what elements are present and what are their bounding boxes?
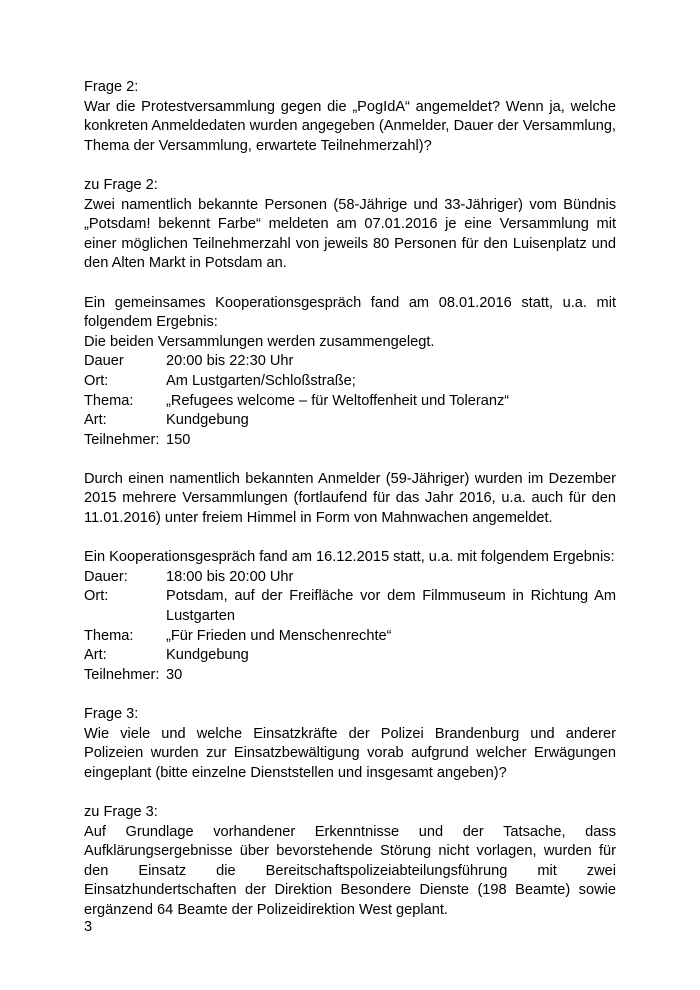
assembly-details-1 — [84, 352, 616, 450]
answer-2-paragraph: Ein Kooperationsgespräch fand am 16.12.2015 statt, u.a. mit folgendem Ergebnis: — [84, 549, 615, 566]
detail-value: Kundgebung — [166, 412, 249, 429]
answer-2-paragraph: Durch einen namentlich bekannten Anmelder (59-Jähriger) wurden im Dezember 2015 mehrere Versammlungen (fortlaufend für das Jahr 2016, u.a. auch für den 11.01.2016) unter freiem Himmel in Form von Mahnwachen angemeldet. — [84, 470, 616, 527]
detail-value: Am Lustgarten/Schloßstraße; — [166, 372, 356, 389]
detail-row — [84, 627, 616, 647]
question-3-heading: Frage 3: — [84, 706, 139, 722]
question-2-text: War die Protestversammlung gegen die „PogIdA“ angemeldet? Wenn ja, welche konkreten Anmeldedaten wurden angegeben (Anmelder, Dauer der Versammlung, Thema der Versammlung, erwartete Teilnehmerzahl)? — [84, 98, 616, 154]
detail-value: 30 — [166, 666, 183, 683]
detail-label: Dauer: — [84, 568, 128, 585]
answer-3-heading: zu Frage 3: — [84, 803, 158, 820]
detail-label: Art: — [84, 647, 107, 664]
detail-row — [84, 431, 616, 451]
detail-row — [84, 568, 616, 588]
document-page — [84, 78, 616, 921]
detail-row — [84, 666, 616, 686]
detail-value: 150 — [166, 431, 191, 448]
answer-2-paragraph: Ein gemeinsames Kooperationsgespräch fand am 08.01.2016 statt, u.a. mit folgendem Ergebnis: — [84, 294, 616, 331]
answer-2-paragraph: Die beiden Versammlungen werden zusammengelegt. — [84, 333, 435, 350]
question-2-heading: Frage 2: — [84, 79, 139, 95]
detail-label: Ort: — [84, 588, 109, 605]
question-3-text: Wie viele und welche Einsatzkräfte der Polizei Brandenburg und anderer Polizeien wurden zur Einsatzbewältigung vorab aufgrund welcher Erwägungen eingeplant (bitte einzelne Dienststellen und insgesamt angeben)? — [84, 725, 616, 781]
answer-2-paragraph: Zwei namentlich bekannte Personen (58-Jährige und 33-Jähriger) vom Bündnis „Potsdam! bekennt Farbe“ meldeten am 07.01.2016 je eine Versammlung mit einer möglichen Teilnehmerzahl von jeweils 80 Personen für den Luisenplatz und den Alten Markt in Potsdam an. — [84, 196, 616, 272]
detail-label: Dauer — [84, 353, 124, 370]
detail-row — [84, 392, 616, 412]
detail-label: Thema: — [84, 627, 134, 644]
detail-label: Thema: — [84, 392, 134, 409]
detail-row — [84, 352, 616, 372]
answer-2-heading: zu Frage 2: — [84, 176, 158, 193]
assembly-details-2 — [84, 568, 616, 686]
detail-value: Kundgebung — [166, 647, 249, 664]
detail-value: „Für Frieden und Menschenrechte“ — [166, 627, 392, 644]
detail-value: Potsdam, auf der Freifläche vor dem Filmmuseum in Richtung Am Lustgarten — [166, 588, 616, 625]
detail-row — [84, 587, 616, 626]
detail-label: Ort: — [84, 372, 109, 389]
detail-label: Teilnehmer: — [84, 431, 160, 448]
detail-value: 18:00 bis 20:00 Uhr — [166, 568, 294, 585]
page-number: 3 — [84, 919, 93, 935]
detail-label: Art: — [84, 412, 107, 429]
detail-row — [84, 646, 616, 666]
detail-value: „Refugees welcome – für Weltoffenheit und Toleranz“ — [166, 392, 510, 409]
detail-value: 20:00 bis 22:30 Uhr — [166, 353, 294, 370]
detail-label: Teilnehmer: — [84, 666, 160, 683]
detail-row — [84, 372, 616, 392]
answer-3-text: Auf Grundlage vorhandener Erkenntnisse und der Tatsache, dass Aufklärungsergebnisse über bevorstehende Störung nicht vorlagen, wurden für den Einsatz die Bereitschaftspolizeiabteilungsführung mit zwei Einsatzhundertschaften der Direktion Besondere Dienste (198 Beamte) sowie ergänzend 64 Beamte der Polizeidirektion West geplant. — [84, 823, 616, 918]
detail-row — [84, 411, 616, 431]
